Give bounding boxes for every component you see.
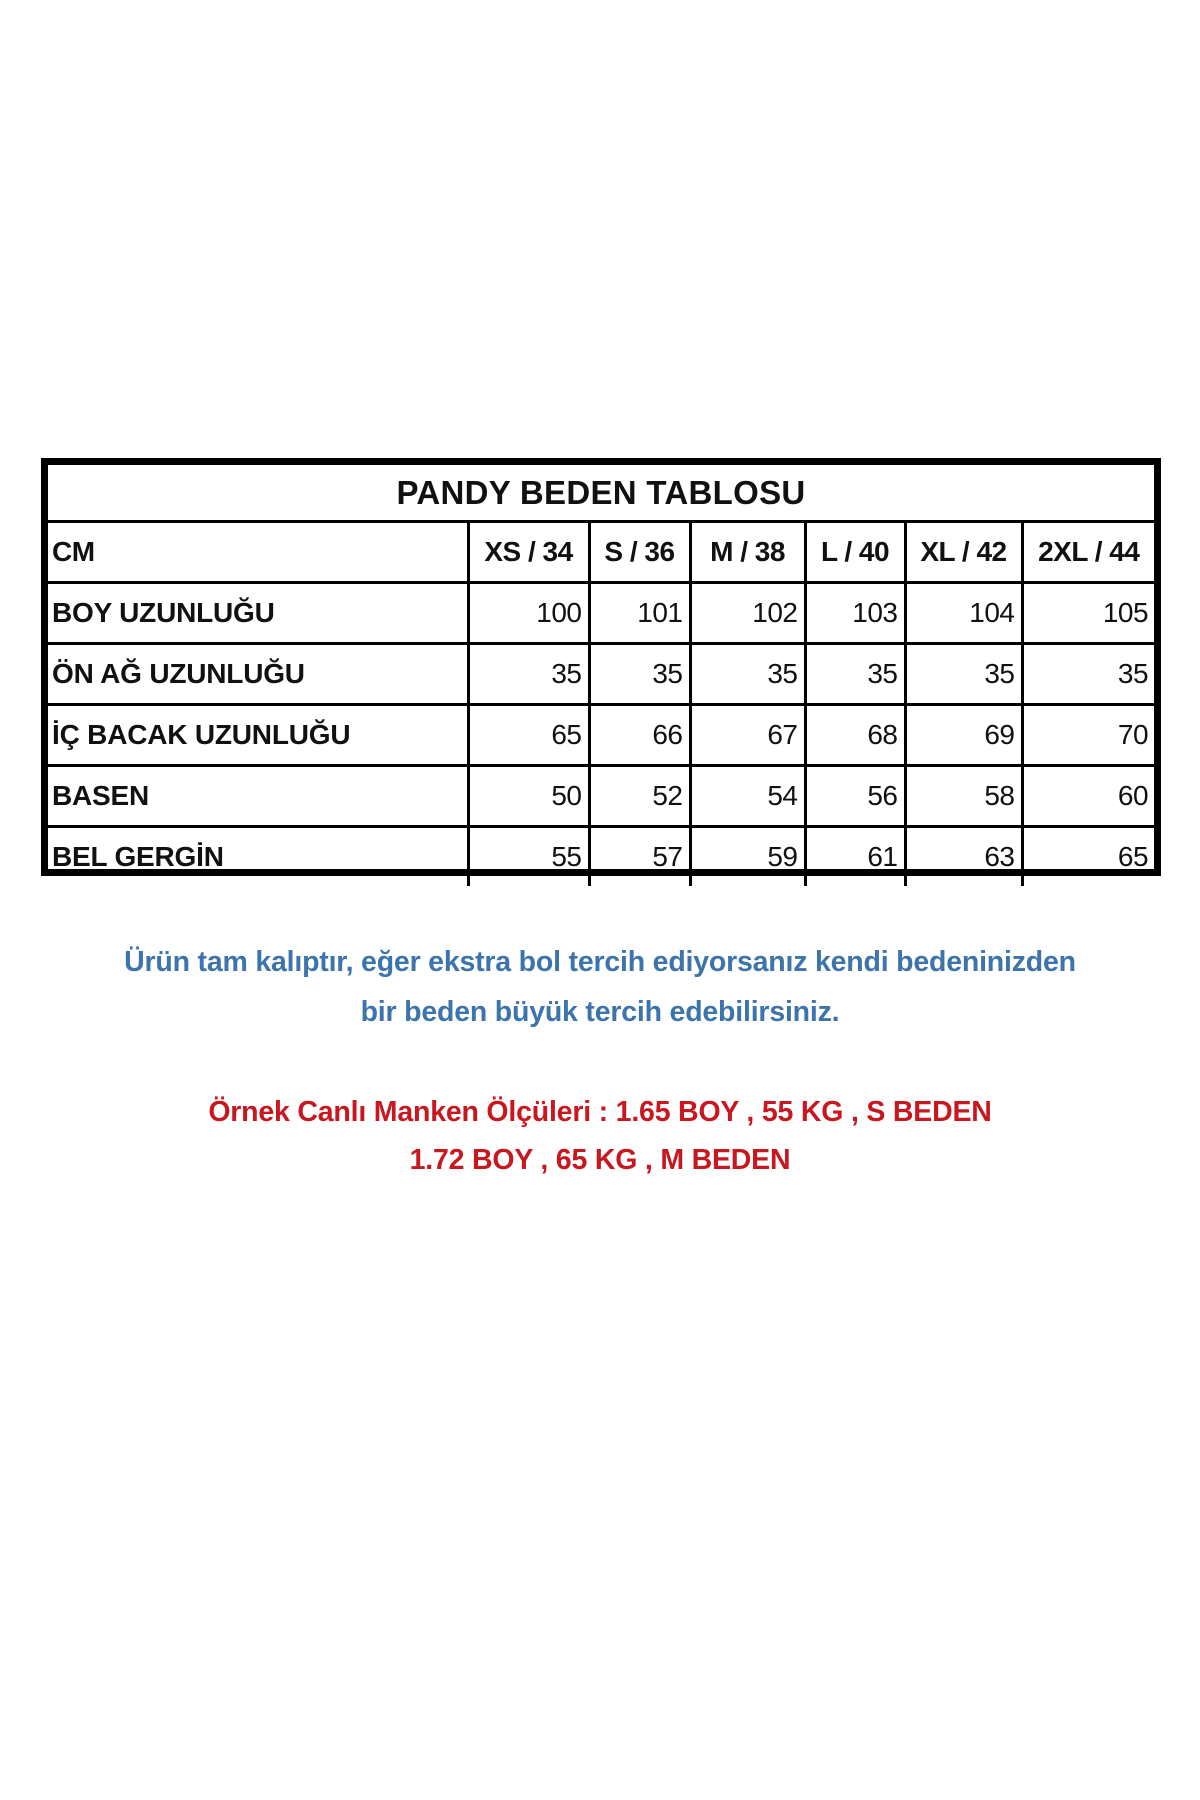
table-row bbox=[48, 705, 1154, 766]
header-row bbox=[48, 522, 1154, 583]
table-row bbox=[48, 583, 1154, 644]
fit-note-line-2: bir beden büyük tercih edebilirsiniz. bbox=[360, 996, 840, 1028]
value-cell: 101 bbox=[589, 583, 690, 644]
model-note-line-1: Örnek Canlı Manken Ölçüleri : 1.65 BOY , 55 KG , S BEDEN bbox=[208, 1096, 992, 1128]
value-cell: 58 bbox=[905, 766, 1022, 827]
value-cell: 104 bbox=[905, 583, 1022, 644]
table-row bbox=[48, 766, 1154, 827]
unit-label: CM bbox=[48, 522, 468, 583]
value-cell: 103 bbox=[805, 583, 905, 644]
value-cell: 61 bbox=[805, 827, 905, 887]
value-cell: 55 bbox=[468, 827, 589, 887]
table-row bbox=[48, 644, 1154, 705]
size-header: XS / 34 bbox=[468, 522, 589, 583]
row-label: BOY UZUNLUĞU bbox=[48, 583, 468, 644]
value-cell: 56 bbox=[805, 766, 905, 827]
fit-note bbox=[0, 937, 1200, 1037]
value-cell: 35 bbox=[905, 644, 1022, 705]
value-cell: 69 bbox=[905, 705, 1022, 766]
row-label: BASEN bbox=[48, 766, 468, 827]
value-cell: 35 bbox=[589, 644, 690, 705]
value-cell: 60 bbox=[1022, 766, 1154, 827]
size-header: S / 36 bbox=[589, 522, 690, 583]
model-measurements-note bbox=[0, 1088, 1200, 1184]
row-label: İÇ BACAK UZUNLUĞU bbox=[48, 705, 468, 766]
value-cell: 66 bbox=[589, 705, 690, 766]
value-cell: 35 bbox=[468, 644, 589, 705]
value-cell: 35 bbox=[690, 644, 805, 705]
size-header: M / 38 bbox=[690, 522, 805, 583]
value-cell: 52 bbox=[589, 766, 690, 827]
value-cell: 35 bbox=[805, 644, 905, 705]
table-row bbox=[48, 827, 1154, 887]
model-note-line-2: 1.72 BOY , 65 KG , M BEDEN bbox=[409, 1144, 791, 1176]
value-cell: 63 bbox=[905, 827, 1022, 887]
value-cell: 59 bbox=[690, 827, 805, 887]
value-cell: 57 bbox=[589, 827, 690, 887]
row-label: ÖN AĞ UZUNLUĞU bbox=[48, 644, 468, 705]
row-label: BEL GERGİN bbox=[48, 827, 468, 887]
size-chart bbox=[41, 458, 1161, 876]
value-cell: 70 bbox=[1022, 705, 1154, 766]
value-cell: 50 bbox=[468, 766, 589, 827]
value-cell: 35 bbox=[1022, 644, 1154, 705]
size-chart-table bbox=[48, 465, 1154, 886]
size-header: XL / 42 bbox=[905, 522, 1022, 583]
value-cell: 67 bbox=[690, 705, 805, 766]
fit-note-line-1: Ürün tam kalıptır, eğer ekstra bol tercih ediyorsanız kendi bedeninizden bbox=[124, 946, 1076, 978]
size-header: L / 40 bbox=[805, 522, 905, 583]
value-cell: 54 bbox=[690, 766, 805, 827]
value-cell: 100 bbox=[468, 583, 589, 644]
value-cell: 68 bbox=[805, 705, 905, 766]
value-cell: 65 bbox=[468, 705, 589, 766]
size-header: 2XL / 44 bbox=[1022, 522, 1154, 583]
value-cell: 105 bbox=[1022, 583, 1154, 644]
chart-title: PANDY BEDEN TABLOSU bbox=[48, 465, 1154, 522]
title-row bbox=[48, 465, 1154, 522]
value-cell: 102 bbox=[690, 583, 805, 644]
value-cell: 65 bbox=[1022, 827, 1154, 887]
